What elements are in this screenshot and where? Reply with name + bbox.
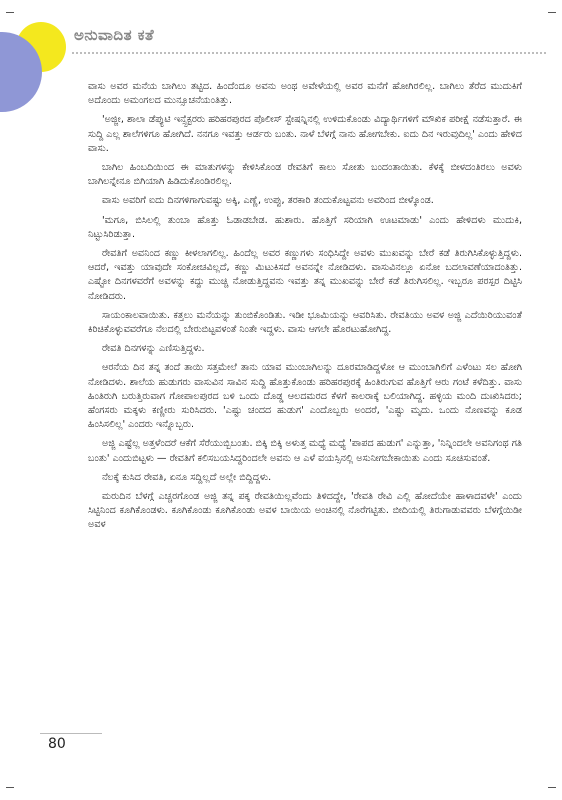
paragraph: ಅಜ್ಜಿ ಎಷ್ಟೆಲ್ಲ ಅತ್ತಳೆಂದರೆ ಆಕೆಗೆ ಸೆರೆಯುಬ್ಬಿಬಂತು. ಬಿಕ್ಕಿ ಬಿಕ್ಕಿ ಅಳುತ್ತ ಮಧ್ಯೆ ಮಧ್ಯೆ 'ಪಾಪದ ಹುಡುಗ' ಎನ್ನುತ್ತಾ, 'ನಿನ್ನಿಂದಲೇ ಅವನಿಗಂಥ ಗತಿ ಬಂತು' ಎಂದುಬಿಟ್ಟಳು — ರೇವತಿಗೆ ಕಲಿಸಬಯಸಿದ್ದರಿಂದಲೇ ಅವನು ಆ ಎಳೆ ವಯಸ್ಸಿನಲ್ಲಿ ಅಸುನೀಗಬೇಕಾಯಿತು ಎಂದು ಸೂಚಿಸುವಂತೆ. xyxy=(88,438,522,464)
paragraph: ಸಾಯಂಕಾಲವಾಯಿತು. ಕತ್ತಲು ಮನೆಯನ್ನು ತುಂಬಿಕೊಂಡಿತು. ಇಡೀ ಭೂಮಿಯನ್ನು ಆವರಿಸಿತು. ರೇವತಿಯು ಅವಳ ಅಜ್ಜಿ ಎದೆಯಿರಿಯುವಂತೆ ಕಿರಿಚಿಕೊಳ್ಳುವವರೆಗೂ ನೆಲದಲ್ಲಿ ಬೇರುಬಿಟ್ಟವಳಂತೆ ನಿಂತೇ ಇದ್ದಳು. ವಾಸು ಆಗಲೇ ಹೊರಟುಹೋಗಿದ್ದ. xyxy=(88,309,522,336)
paragraph: ರೇವತಿ ದಿನಗಳನ್ನು ಎಣಿಸುತ್ತಿದ್ದಳು. xyxy=(102,343,205,355)
paragraph: ವಾಸು ಅವರ ಮನೆಯ ಬಾಗಿಲು ತಟ್ಟಿದ. ಹಿಂದೆಂದೂ ಅವನು ಅಂಥ ಅವೇಳೆಯಲ್ಲಿ ಅವರ ಮನೆಗೆ ಹೋಗಿರಲಿಲ್ಲ. ಬಾಗಿಲು ತೆರೆದ ಮುದುಕಿಗೆ ಅದೊಂದು ಅಮಂಗಲದ ಮುನ್ಸೂಚನೆಯಂತಿತ್ತು. xyxy=(88,81,522,107)
page-number: 80 xyxy=(48,736,66,752)
footer-rule xyxy=(40,733,102,734)
crop-mark-top-left xyxy=(6,4,14,13)
crop-mark-bottom-left xyxy=(6,787,14,796)
paragraph: ವಾಸು ಅವರಿಗೆ ಐದು ದಿನಗಳಿಗಾಗುವಷ್ಟು ಅಕ್ಕಿ, ಎಣ್ಣೆ, ಉಪ್ಪು, ತರಕಾರಿ ತಂದುಕೊಟ್ಟವನು ಅವರಿಂದ ಬೀಳ್ಕೊಂಡ. xyxy=(102,195,434,207)
paragraph: ನೆಲಕ್ಕೆ ಕುಸಿದ ರೇವತಿ, ಏನೂ ಸದ್ದಿಲ್ಲದೆ ಅಲ್ಲೇ ಬಿದ್ದಿದ್ದಳು. xyxy=(102,471,272,483)
story-body xyxy=(88,80,522,538)
paragraph: ಬಾಗಿಲ ಹಿಂಬದಿಯಿಂದ ಈ ಮಾತುಗಳನ್ನು ಕೇಳಿಸಿಕೊಂಡ ರೇವತಿಗೆ ಕಾಲು ಸೋತು ಬಂದಂತಾಯಿತು. ಕೆಳಕ್ಕೆ ಬೀಳದಂತಿರಲು ಅವಳು ಬಾಗಿಲನ್ನೇನೂ ಬಿಗಿಯಾಗಿ ಹಿಡಿದುಕೊಂಡಿರಲಿಲ್ಲ. xyxy=(88,162,522,188)
paragraph: 'ಅಜ್ಜೀ, ಶಾಲಾ ಡೆಪ್ಯುಟಿ ಇನ್ಸ್ಪೆಕ್ಟರರು ಹರಿಹರಪುರದ ಪೊಲೀಸ್ ಸ್ಟೇಷನ್ನಿನಲ್ಲಿ ಉಳಿದುಕೊಂಡು ವಿದ್ಯಾರ್ಥಿಗಳಿಗೆ ಮೌಖಿಕ ಪರೀಕ್ಷೆ ನಡೆಸುತ್ತಾರೆ. ಈ ಸುದ್ದಿ ಎಲ್ಲ ಶಾಲೆಗಳಿಗೂ ಹೋಗಿದೆ. ನನಗೂ ಇವತ್ತು ಆರ್ಡರು ಬಂತು. ನಾಳೆ ಬೆಳಗ್ಗೆ ನಾನು ಹೋಗಬೇಕು. ಐದು ದಿನ ಇರುವುದಿಲ್ಲ' ಎಂದು ಹೇಳಿದ ವಾಸು. xyxy=(88,114,522,154)
paragraph: ರೇವತಿಗೆ ಅವನಿಂದ ಕಣ್ಣು ಕೀಳಲಾಗಲಿಲ್ಲ. ಹಿಂದೆಲ್ಲ ಅವರ ಕಣ್ಣುಗಳು ಸಂಧಿಸಿದ್ದೇ ಅವಳು ಮುಖವನ್ನು ಬೇರೆ ಕಡೆ ತಿರುಗಿಸಿಕೊಳ್ಳುತ್ತಿದ್ದಳು. ಆದರೆ, ಇವತ್ತು ಯಾವುದೇ ಸಂಕೋಚವಿಲ್ಲದೆ, ಕಣ್ಣು ಮಿಟುಕಿಸದೆ ಅವನನ್ನೇ ನೋಡಿದಳು. ವಾಸುವಿನಲ್ಲೂ ಏನೋ ಬದಲಾವಣೆಯಾದಂತಿತ್ತು. ಎಷ್ಟೋ ದಿನಗಳವರೆಗೆ ಅವಳನ್ನು ಕದ್ದು ಮುಚ್ಚಿ ನೋಡುತ್ತಿದ್ದವನು ಇವತ್ತು ತನ್ನ ಮುಖವನ್ನು ಬೇರೆ ಕಡೆ ತಿರುಗಿಸಲಿಲ್ಲ. ಇಬ್ಬರೂ ಪರಸ್ಪರ ದಿಟ್ಟಿಸಿ ನೋಡಿದರು. xyxy=(88,248,522,302)
paragraph: ಮರುದಿನ ಬೆಳಗ್ಗೆ ಎಚ್ಚರಗೊಂಡ ಅಜ್ಜಿ ತನ್ನ ಪಕ್ಕ ರೇವತಿಯಿಲ್ಲವೆಂದು ತಿಳಿದದ್ದೇ, 'ರೇವತಿ ರೇವಿ ಎಲ್ಲಿ ಹೋದೆಯೇ ಹಾಳಾದವಳೇ' ಎಂದು ಸಿಟ್ಟಿನಿಂದ ಕೂಗಿಕೊಂಡಳು. ಕೂಗಿಕೊಂಡು ಕೂಗಿಕೊಂಡು ಅವಳ ಬಾಯಿಯ ಅಂಚಿನಲ್ಲಿ ನೊರೆಗಟ್ಟಿತು. ಬೀದಿಯಲ್ಲಿ ತಿರುಗಾಡುವವರು ಬೆಳಗ್ಗೆಯಿಡೀ ಅವಳ xyxy=(88,491,522,531)
header-dotted-rule xyxy=(72,52,546,54)
paragraph: 'ಮಗೂ, ಬಿಸಿಲಲ್ಲಿ ತುಂಬಾ ಹೊತ್ತು ಓಡಾಡಬೇಡ. ಹುಶಾರು. ಹೊತ್ತಿಗೆ ಸರಿಯಾಗಿ ಊಟಮಾಡು' ಎಂದು ಹೇಳಿದಳು ಮುದುಕಿ, ನಿಟ್ಟುಸಿರಿಡುತ್ತಾ. xyxy=(88,214,522,240)
paragraph: ಆರನೆಯ ದಿನ ತನ್ನ ತಂದೆ ತಾಯಿ ಸತ್ತಮೇಲೆ ತಾನು ಯಾವ ಮುಂಬಾಗಿಲನ್ನು ದೂರಮಾಡಿದ್ದಳೋ ಆ ಮುಂಬಾಗಿಲಿಗೆ ಎಳೆಂಟು ಸಲ ಹೋಗಿ ನೋಡಿದಳು. ಶಾಲೆಯ ಹುಡುಗರು ವಾಸುವಿನ ಸಾವಿನ ಸುದ್ದಿ ಹೊತ್ತುಕೊಂಡು ಹರಿಹರಪುರಕ್ಕೆ ಹಿಂತಿರುಗುವ ಹೊತ್ತಿಗೆ ಆರು ಗಂಟೆ ಕಳೆದಿತ್ತು. ವಾಸು ಹಿಂತಿರುಗಿ ಬರುತ್ತಿರುವಾಗ ಗೋಪಾಲಪುರದ ಬಳಿ ಒಂದು ದೊಡ್ಡ ಆಲದಮರದ ಕೆಳಗೆ ಕಾಲರಾಕ್ಕೆ ಬಲಿಯಾಗಿದ್ದ. ಹಳ್ಳಿಯ ಮಂದಿ ದುಃಖಿಸಿದರು; ಹೆಂಗಸರು ಮಕ್ಕಳು ಕಣ್ಣೀರು ಸುರಿಸಿದರು. 'ಎಷ್ಟು ಚಂದದ ಹುಡುಗ' ಎಂದೊಬ್ಬರು ಅಂದರೆ, 'ಎಷ್ಟು ಮೃದು. ಒಂದು ನೊಣವನ್ನು ಕೂಡ ಹಿಂಸಿಸಲಿಲ್ಲ' ಎಂದರು ಇನ್ನೊಬ್ಬರು. xyxy=(88,362,522,431)
crop-mark-top-right xyxy=(548,4,556,13)
crop-mark-bottom-right xyxy=(548,787,556,796)
section-title: ಅನುವಾದಿತ ಕತೆ xyxy=(74,26,155,44)
